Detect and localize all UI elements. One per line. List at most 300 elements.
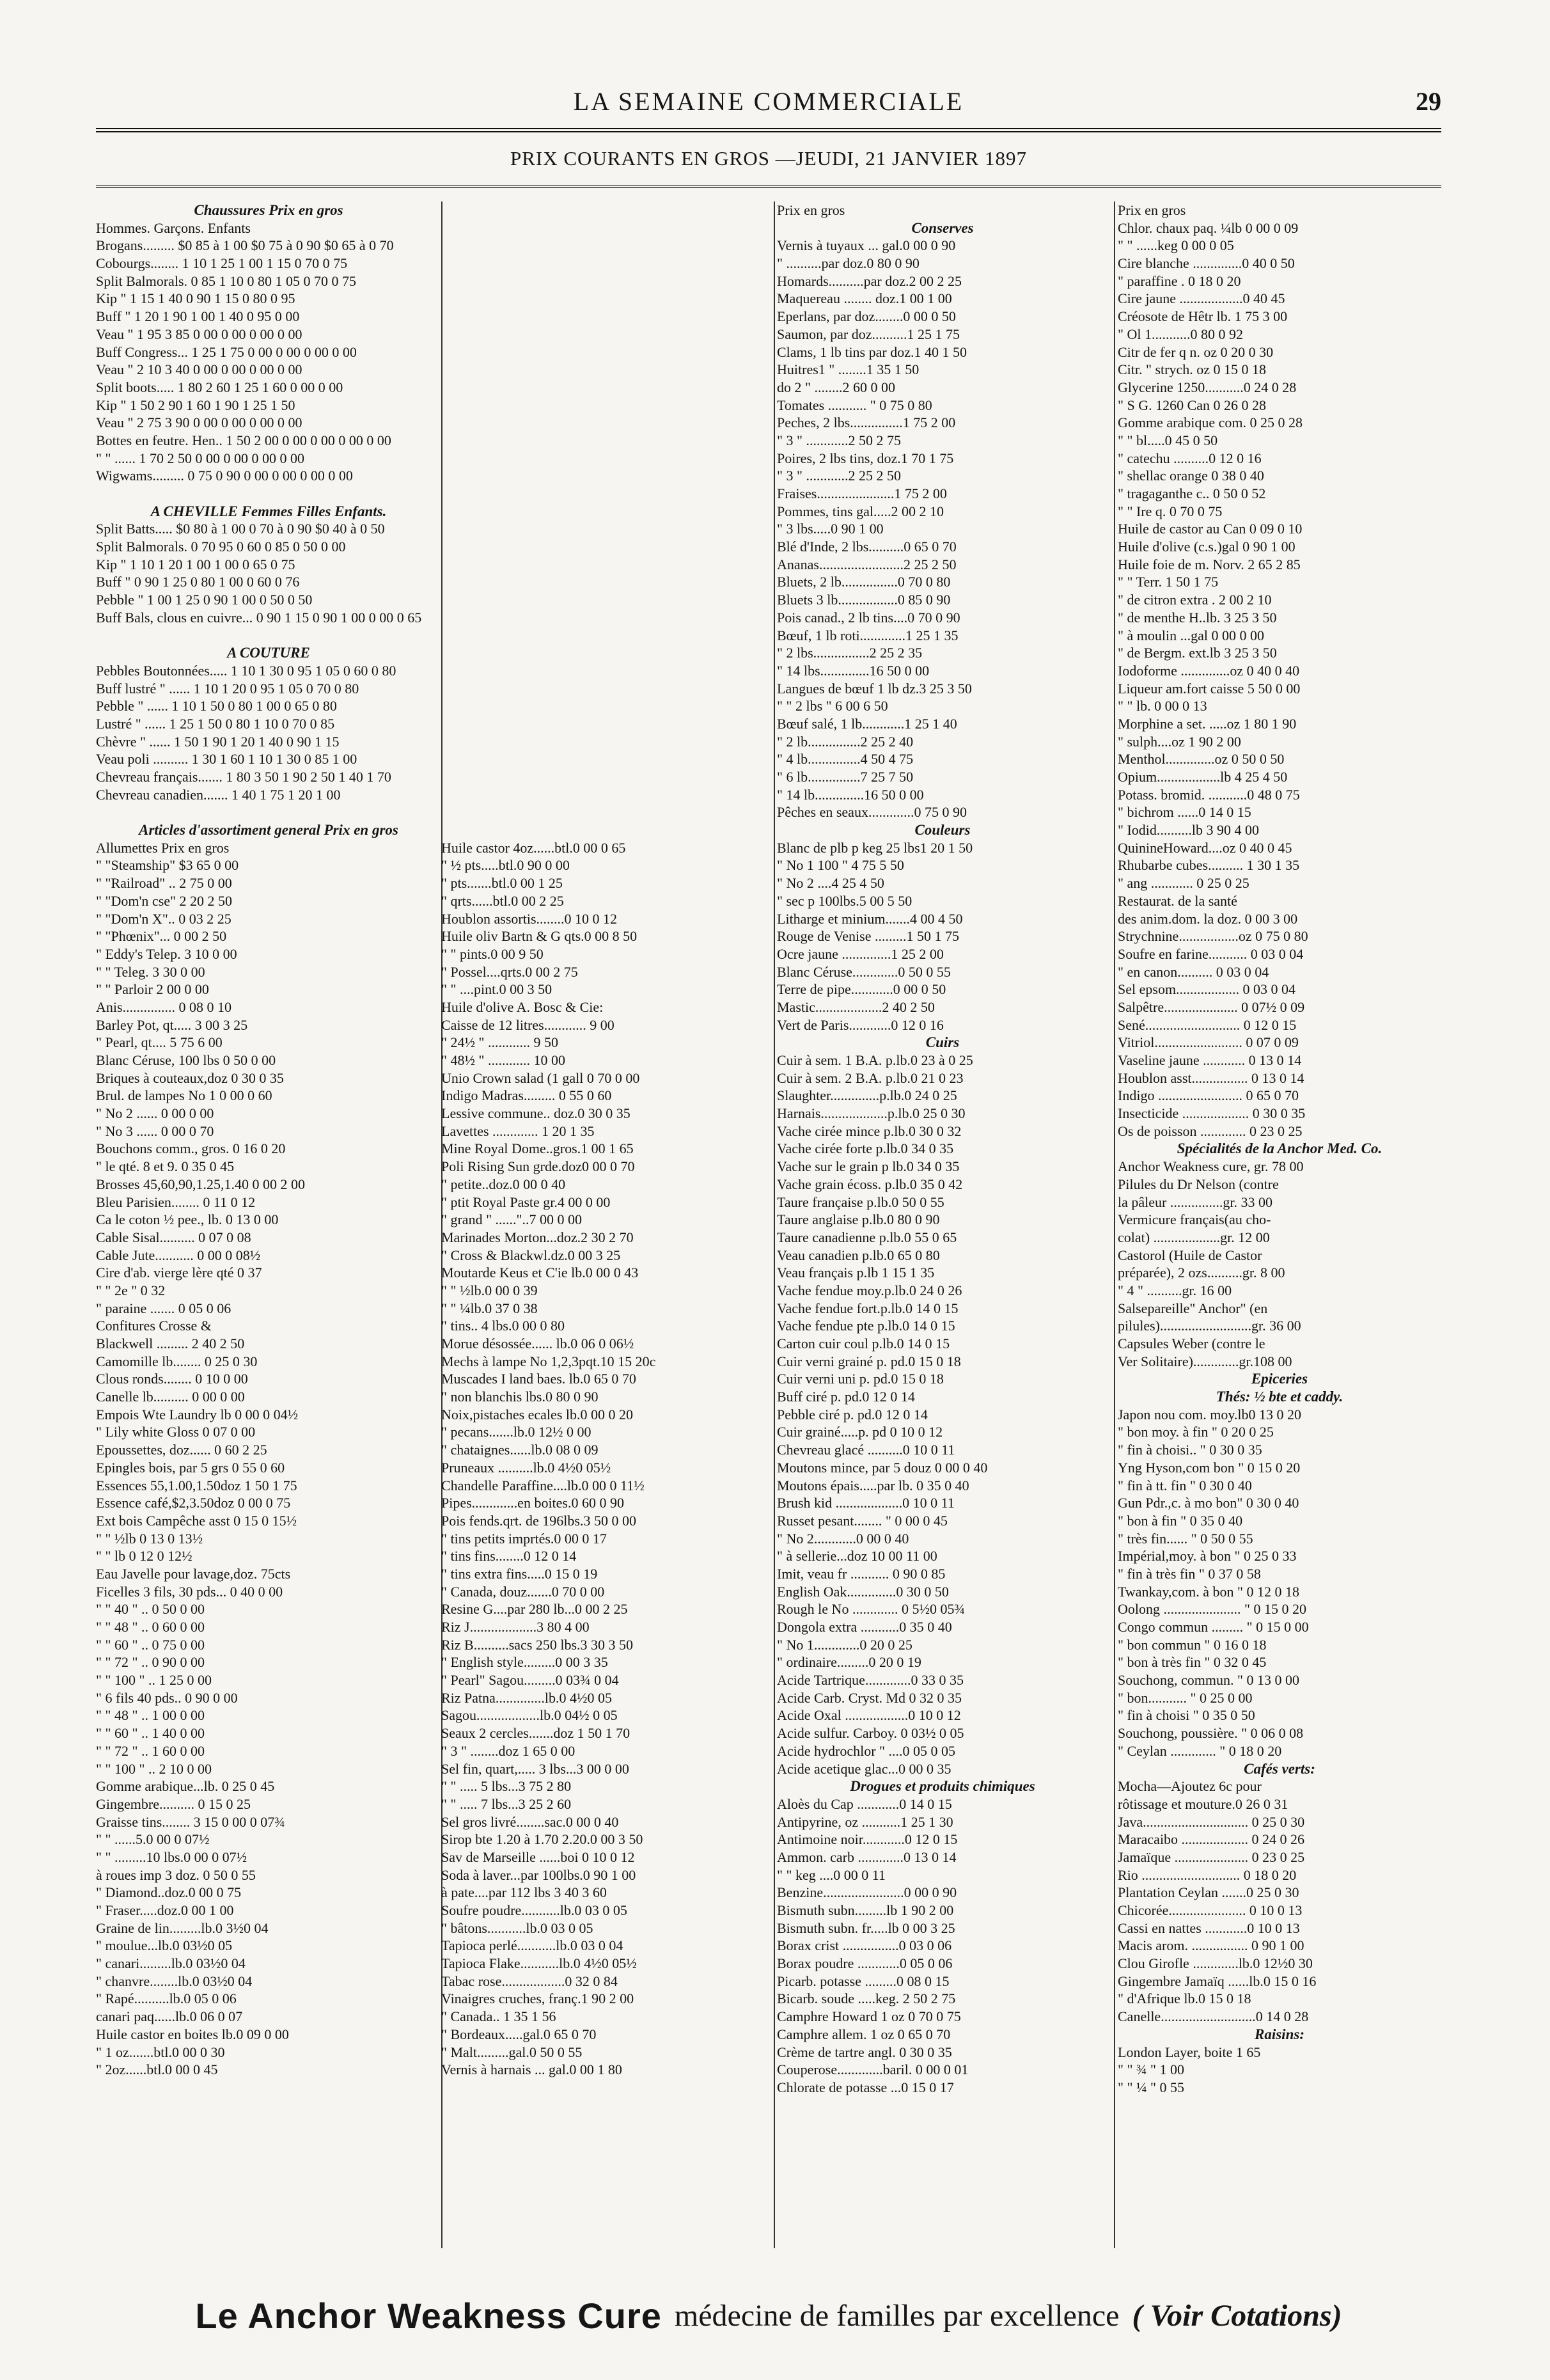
price-line: Gingembre.......... 0 15 0 25 [96, 1795, 251, 1812]
price-line: Ver Solitaire).............gr.108 00 [1118, 1353, 1292, 1369]
price-line [441, 591, 766, 609]
price-line [441, 219, 766, 237]
price-line: Rough le No ............. 0 5½0 05¾ [777, 1601, 965, 1618]
price-line: Acide sulfur. Carboy. 0 03½ 0 05 [777, 1725, 964, 1742]
price-line: la pâleur ...............gr. 33 00 [1118, 1194, 1272, 1210]
price-line: " de menthe H..lb. 3 25 3 50 [1118, 609, 1277, 626]
price-line: Mine Royal Dome..gros.1 00 1 65 [441, 1140, 634, 1157]
price-line: Graisse tins........ 3 15 0 00 0 07¾ [96, 1813, 285, 1830]
price-line: Bismuth subn.........lb 1 90 2 00 [777, 1902, 954, 1918]
price-line: Moutons mince, par 5 douz 0 00 0 40 [777, 1459, 988, 1476]
price-line: " Rapé..........lb.0 05 0 06 [96, 1990, 237, 2007]
price-line: Antipyrine, oz ...........1 25 1 30 [777, 1813, 953, 1830]
price-line: Prix en gros [1118, 202, 1186, 218]
price-line: rôtissage et mouture.0 26 0 31 [1118, 1795, 1288, 1812]
price-line: Glycerine 1250...........0 24 0 28 [1118, 379, 1297, 395]
price-line: Acide hydrochlor " ....0 05 0 05 [777, 1742, 956, 1759]
price-line: Houblon asst................ 0 13 0 14 [1118, 1069, 1304, 1086]
price-line: " 14 lb..............16 50 0 00 [777, 786, 924, 803]
price-line: Twankay,com. à bon " 0 12 0 18 [1118, 1583, 1300, 1600]
price-line: Cuir grainé.....p. pd 0 10 0 12 [777, 1424, 943, 1440]
price-line: Aloès du Cap ............0 14 0 15 [777, 1795, 952, 1812]
price-line [441, 414, 766, 432]
price-line: Rouge de Venise .........1 50 1 75 [777, 928, 959, 945]
price-line: " No 2 ...... 0 00 0 00 [96, 1105, 214, 1122]
price-line: " 6 lb...............7 25 7 50 [777, 769, 914, 785]
price-line: Mastic...................2 40 2 50 [777, 998, 935, 1015]
price-line [96, 485, 441, 503]
price-line [441, 450, 766, 468]
price-line: " 3 lbs.....0 90 1 00 [777, 521, 884, 537]
price-line: Pommes, tins gal.....2 00 2 10 [777, 503, 944, 519]
price-line: Pruneaux ..........lb.0 4½0 05½ [441, 1459, 611, 1476]
price-line: Gomme arabique...lb. 0 25 0 45 [96, 1778, 275, 1795]
price-line [441, 290, 766, 308]
price-line: Eau Javelle pour lavage,doz. 75cts [96, 1565, 291, 1582]
price-line [441, 520, 766, 538]
price-line: Bouchons comm., gros. 0 16 0 20 [96, 1140, 286, 1157]
page-number: 29 [1416, 87, 1441, 116]
price-line: Pebble " 1 00 1 25 0 90 1 00 0 50 0 50 [96, 592, 313, 608]
price-line [441, 379, 766, 397]
price-line: Fraises......................1 75 2 00 [777, 485, 947, 501]
price-line: Split Balmorals. 0 70 95 0 60 0 85 0 50 0 00 [96, 539, 346, 555]
price-line: " de Bergm. ext.lb 3 25 3 50 [1118, 645, 1277, 661]
price-line: " "Dom'n cse" 2 20 2 50 [96, 892, 232, 909]
price-line: Huile oliv Bartn & G qts.0 00 8 50 [441, 928, 638, 945]
price-line: Split Balmorals. 0 85 1 10 0 80 1 05 0 70 0 75 [96, 272, 356, 289]
price-line: Veau français p.lb 1 15 1 35 [777, 1265, 935, 1281]
price-line: " No 3 ...... 0 00 0 70 [96, 1123, 214, 1139]
price-line [441, 361, 766, 379]
price-line: Acide Carb. Cryst. Md 0 32 0 35 [777, 1689, 962, 1706]
price-line: " ½ pts.....btl.0 90 0 00 [441, 857, 570, 874]
price-line: " " 2 lbs " 6 00 6 50 [777, 698, 888, 714]
price-line: Sel fin, quart,..... 3 lbs...3 00 0 00 [441, 1760, 629, 1777]
price-line: Soufre en farine........... 0 03 0 04 [1118, 945, 1304, 962]
price-line: Ficelles 3 fils, 30 pds... 0 40 0 00 [96, 1583, 283, 1600]
price-line: Bœuf salé, 1 lb............1 25 1 40 [777, 715, 957, 732]
price-line: Ext bois Campêche asst 0 15 0 15½ [96, 1512, 297, 1529]
price-line: Castorol (Huile de Castor [1118, 1247, 1262, 1263]
price-line: Picarb. potasse .........0 08 0 15 [777, 1973, 950, 1989]
price-line: Tapioca Flake...........lb.0 4½0 05½ [441, 1955, 637, 1972]
price-line [441, 733, 766, 751]
price-line [441, 237, 766, 255]
price-line: " 4 " ..........gr. 16 00 [1118, 1282, 1232, 1298]
price-line: Kip " 1 50 2 90 1 60 1 90 1 25 1 50 [96, 397, 295, 413]
price-line: " " Parloir 2 00 0 00 [96, 981, 209, 998]
price-line: " "Steamship" $3 65 0 00 [96, 857, 239, 874]
price-line: " petite..doz.0 00 0 40 [441, 1176, 566, 1192]
price-line: Lustré " ...... 1 25 1 50 0 80 1 10 0 70 0 85 [96, 715, 335, 732]
price-line: " Pearl, qt.... 5 75 6 00 [96, 1034, 223, 1051]
price-line [441, 768, 766, 786]
price-line: Capsules Weber (contre le [1118, 1336, 1265, 1352]
price-line: Cuir verni grainé p. pd.0 15 0 18 [777, 1353, 961, 1369]
price-line [441, 201, 766, 219]
price-line: Chlor. chaux paq. ¼lb 0 00 0 09 [1118, 219, 1299, 236]
price-line: Huile foie de m. Norv. 2 65 2 85 [1118, 556, 1301, 572]
price-line: Salpêtre..................... 0 07½ 0 09 [1118, 998, 1305, 1015]
price-line: " S G. 1260 Can 0 26 0 28 [1118, 397, 1267, 413]
price-line: Bœuf, 1 lb roti.............1 25 1 35 [777, 627, 959, 643]
price-line: Vache cirée forte p.lb.0 34 0 35 [777, 1140, 954, 1157]
price-line: " bon commun " 0 16 0 18 [1118, 1636, 1267, 1653]
price-line: " " Ire q. 0 70 0 75 [1118, 503, 1223, 519]
price-line: " " .........10 lbs.0 00 0 07½ [96, 1848, 247, 1865]
price-line: " No 1 100 " 4 75 5 50 [777, 857, 904, 874]
price-line: do 2 " ........2 60 0 00 [777, 379, 895, 395]
price-line [441, 662, 766, 680]
price-line: " Canada.. 1 35 1 56 [441, 2008, 556, 2025]
price-line: Buff ciré p. pd.0 12 0 14 [777, 1389, 915, 1405]
section-heading: A COUTURE [227, 645, 310, 661]
price-line: Vache sur le grain p lb.0 34 0 35 [777, 1158, 960, 1175]
price-line: Vert de Paris............0 12 0 16 [777, 1016, 944, 1033]
price-line: Rio ............................ 0 18 0 20 [1118, 1866, 1297, 1883]
price-line: Opium..................lb 4 25 4 50 [1118, 769, 1288, 785]
price-line: Benzine.......................0 00 0 90 [777, 1884, 957, 1901]
price-line: Saumon, par doz..........1 25 1 75 [777, 326, 960, 342]
price-line: Wigwams......... 0 75 0 90 0 00 0 00 0 00 0 00 [96, 468, 353, 484]
price-line: " No 1.............0 20 0 25 [777, 1636, 912, 1653]
price-line [441, 803, 766, 821]
price-line: Terre de pipe............0 00 0 50 [777, 981, 946, 998]
price-line: Eperlans, par doz........0 00 0 50 [777, 308, 956, 325]
price-line: " " 2e " 0 32 [96, 1282, 166, 1298]
price-line: " d'Afrique lb.0 15 0 18 [1118, 1990, 1251, 2007]
price-line [441, 680, 766, 698]
price-line: Iodoforme ..............oz 0 40 0 40 [1118, 662, 1300, 679]
section-heading: Thés: ½ bte et caddy. [1216, 1389, 1343, 1405]
price-line: Bismuth subn. fr.....lb 0 00 3 25 [777, 1919, 955, 1936]
price-line: Cuir à sem. 1 B.A. p.lb.0 23 à 0 25 [777, 1052, 973, 1068]
price-line: " " Terr. 1 50 1 75 [1118, 574, 1219, 590]
price-line: " " ......5.0 00 0 07½ [96, 1831, 210, 1848]
price-line: " bon à très fin " 0 32 0 45 [1118, 1654, 1267, 1671]
page-header [96, 80, 1441, 125]
price-line: Russet pesant........ " 0 00 0 45 [777, 1512, 948, 1529]
price-line [96, 803, 441, 821]
price-line: Bluets 3 lb.................0 85 0 90 [777, 592, 951, 608]
price-line: Maquereau ........ doz.1 00 1 00 [777, 290, 952, 307]
price-line: Buff Bals, clous en cuivre... 0 90 1 15 0 90 1 00 0 00 0 65 [96, 609, 422, 626]
price-line: Vache grain écoss. p.lb.0 35 0 42 [777, 1176, 963, 1192]
price-line: Borax poudre ............0 05 0 06 [777, 1955, 953, 1972]
price-line: Vache fendue pte p.lb.0 14 0 15 [777, 1318, 955, 1334]
price-line: Borax crist ................0 03 0 06 [777, 1937, 952, 1954]
price-line: " No 2 ....4 25 4 50 [777, 875, 884, 892]
price-line: " " lb 0 12 0 12½ [96, 1548, 192, 1564]
price-line: Souchong, commun. " 0 13 0 00 [1118, 1672, 1299, 1689]
price-line: Créosote de Hêtr lb. 1 75 3 00 [1118, 308, 1288, 325]
price-line: Moutarde Keus et C'ie lb.0 00 0 43 [441, 1265, 639, 1281]
price-line: Poires, 2 lbs tins, doz.1 70 1 75 [777, 450, 954, 466]
price-line: Cuir verni uni p. pd.0 15 0 18 [777, 1371, 944, 1387]
price-line: Gun Pdr.,c. à mo bon" 0 30 0 40 [1118, 1495, 1299, 1511]
price-line: Blanc Céruse, 100 lbs 0 50 0 00 [96, 1052, 276, 1068]
section-heading: Articles d'assortiment general Prix en gros [139, 822, 398, 839]
price-line: Huile d'olive A. Bosc & Cie: [441, 998, 604, 1015]
price-line: Slaughter..............p.lb.0 24 0 25 [777, 1087, 957, 1104]
price-line: Gingembre Jamaïq ......lb.0 15 0 16 [1118, 1973, 1317, 1989]
price-line: Canelle...........................0 14 0 28 [1118, 2008, 1309, 2025]
price-line: Bicarb. soude .....keg. 2 50 2 75 [777, 1990, 956, 2007]
price-line: Cuir à sem. 2 B.A. p.lb.0 21 0 23 [777, 1069, 964, 1086]
price-line: " Canada, douz.......0 70 0 00 [441, 1583, 605, 1600]
price-line: " " ..... 7 lbs...3 25 2 60 [441, 1795, 572, 1812]
price-line [441, 573, 766, 591]
price-line: Bleu Parisien........ 0 11 0 12 [96, 1194, 256, 1210]
price-line: Vermicure français(au cho- [1118, 1211, 1271, 1228]
price-line: Vernis à tuyaux ... gal.0 00 0 90 [777, 237, 956, 254]
price-line: Sagou..................lb.0 04½ 0 05 [441, 1707, 618, 1724]
price-line: Veau " 2 10 3 40 0 00 0 00 0 00 0 00 [96, 361, 302, 378]
price-line: " "Railroad" .. 2 75 0 00 [96, 875, 232, 892]
price-line: Cire d'ab. vierge lère qté 0 37 [96, 1265, 262, 1281]
price-line: Vernis à harnais ... gal.0 00 1 80 [441, 2061, 622, 2078]
price-line: Ananas........................2 25 2 50 [777, 556, 957, 572]
price-line: Jamaïque ..................... 0 23 0 25 [1118, 1848, 1305, 1865]
section-heading: Chaussures Prix en gros [194, 202, 343, 218]
section-heading: A CHEVILLE Femmes Filles Enfants. [150, 503, 387, 519]
price-line: Java.............................. 0 25 0 30 [1118, 1813, 1305, 1830]
price-line: Blackwell ......... 2 40 2 50 [96, 1336, 245, 1352]
price-line: " bon à fin " 0 35 0 40 [1118, 1512, 1243, 1529]
price-line: " " pints.0 00 9 50 [441, 945, 544, 962]
price-line: Langues de bœuf 1 lb dz.3 25 3 50 [777, 680, 972, 697]
price-line: Buff " 1 20 1 90 1 00 1 40 0 95 0 00 [96, 308, 300, 325]
price-line: QuinineHoward....oz 0 40 0 45 [1118, 839, 1292, 856]
price-line: Essences 55,1.00,1.50doz 1 50 1 75 [96, 1477, 297, 1493]
price-line: à roues imp 3 doz. 0 50 0 55 [96, 1866, 256, 1883]
price-line: Chevreau canadien....... 1 40 1 75 1 20 1 00 [96, 786, 341, 803]
price-line: Acide Oxal ..................0 10 0 12 [777, 1707, 961, 1724]
price-line: Essence café,$2,3.50doz 0 00 0 75 [96, 1495, 291, 1511]
price-line: Seaux 2 cercles.......doz 1 50 1 70 [441, 1725, 630, 1742]
price-line: " shellac orange 0 38 0 40 [1118, 468, 1264, 484]
price-line: Morue désossée...... lb.0 06 0 06½ [441, 1336, 634, 1352]
price-line [441, 255, 766, 272]
price-line: Ocre jaune ..............1 25 2 00 [777, 945, 944, 962]
price-line: Veau poli .......... 1 30 1 60 1 10 1 30 0 85 1 00 [96, 751, 357, 768]
price-line: Oolong ...................... " 0 15 0 20 [1118, 1601, 1306, 1618]
price-line: " Pearl" Sagou.........0 03¾ 0 04 [441, 1672, 619, 1689]
price-line: Blanc Céruse.............0 50 0 55 [777, 963, 951, 980]
price-line: Salsepareille" Anchor" (en [1118, 1300, 1268, 1316]
masthead: LA SEMAINE COMMERCIALE [573, 87, 964, 116]
price-line: Pebbles Boutonnées..... 1 10 1 30 0 95 1 05 0 60 0 80 [96, 662, 396, 679]
price-line: " sulph....oz 1 90 2 00 [1118, 733, 1241, 750]
column-3 [777, 201, 1108, 2248]
price-line: Tapioca perlé...........lb.0 03 0 04 [441, 1937, 623, 1954]
price-line: Macis arom. ................ 0 90 1 00 [1118, 1937, 1304, 1954]
section-heading: Conserves [911, 219, 974, 236]
price-line: Marinades Morton...doz.2 30 2 70 [441, 1229, 634, 1245]
price-line: " fin à choisi.. " 0 30 0 35 [1118, 1442, 1262, 1458]
price-line: " " lb. 0 00 0 13 [1118, 698, 1207, 714]
price-line: " pecans.......lb.0 12½ 0 00 [441, 1424, 591, 1440]
price-line [441, 485, 766, 503]
price-line: Veau " 2 75 3 90 0 00 0 00 0 00 0 00 [96, 414, 302, 431]
price-line: " 24½ " ............ 9 50 [441, 1034, 558, 1051]
price-line: Vaseline jaune ............ 0 13 0 14 [1118, 1052, 1302, 1068]
price-line: English Oak..............0 30 0 50 [777, 1583, 949, 1600]
price-line: " paraffine . 0 18 0 20 [1118, 272, 1241, 289]
price-line: " paraine ....... 0 05 0 06 [96, 1300, 231, 1316]
price-line: " catechu ..........0 12 0 16 [1118, 450, 1262, 466]
price-line: " 6 fils 40 pds.. 0 90 0 00 [96, 1689, 238, 1706]
price-line: " chataignes......lb.0 08 0 09 [441, 1442, 599, 1458]
price-line [441, 715, 766, 733]
price-line: Graine de lin.........lb.0 3½0 04 [96, 1919, 269, 1936]
price-line: " 2 lbs................2 25 2 35 [777, 645, 923, 661]
price-line [441, 627, 766, 645]
price-line: " Ceylan ............. " 0 18 0 20 [1118, 1742, 1282, 1759]
price-line [96, 627, 441, 645]
price-line: " tins.. 4 lbs.0 00 0 80 [441, 1318, 565, 1334]
price-line: Carton cuir coul p.lb.0 14 0 15 [777, 1336, 950, 1352]
advert-brand: Le Anchor Weakness Cure [195, 2295, 662, 2336]
price-line: Potass. bromid. ...........0 48 0 75 [1118, 786, 1300, 803]
price-line: " Iodid..........lb 3 90 4 00 [1118, 822, 1260, 839]
price-line: Chèvre " ...... 1 50 1 90 1 20 1 40 0 90 1 15 [96, 733, 340, 750]
price-line: Couperose.............baril. 0 00 0 01 [777, 2061, 969, 2078]
header-rule [96, 128, 1441, 132]
price-line: Soufre poudre...........lb.0 03 0 05 [441, 1902, 627, 1918]
price-line: Chevreau glacé ..........0 10 0 11 [777, 1442, 955, 1458]
price-line: Pois canad., 2 lb tins....0 70 0 90 [777, 609, 960, 626]
price-line: Acide acetique glac...0 00 0 35 [777, 1760, 951, 1777]
section-heading: Couleurs [914, 822, 971, 839]
price-line: Bottes en feutre. Hen.. 1 50 2 00 0 00 0 00 0 00 0 00 [96, 432, 391, 448]
price-line: " non blanchis lbs.0 80 0 90 [441, 1389, 599, 1405]
price-line: " " 100 " .. 1 25 0 00 [96, 1672, 212, 1689]
price-line: Soda à laver...par 100lbs.0 90 1 00 [441, 1866, 636, 1883]
column-divider [1114, 201, 1115, 2248]
price-line: " Fraser.....doz.0 00 1 00 [96, 1902, 234, 1918]
price-line: " pts.......btl.0 00 1 25 [441, 875, 563, 892]
price-line: " ptit Royal Paste gr.4 00 0 00 [441, 1194, 611, 1210]
price-line: " Possel....qrts.0 00 2 75 [441, 963, 578, 980]
price-line: " " 100 " .. 2 10 0 00 [96, 1760, 212, 1777]
price-line: Buff Congress... 1 25 1 75 0 00 0 00 0 00 0 00 [96, 343, 357, 360]
price-line: Noix,pistaches ecales lb.0 00 0 20 [441, 1406, 633, 1422]
price-line: " fin à très fin " 0 37 0 58 [1118, 1565, 1261, 1582]
price-line: " " 72 " .. 1 60 0 00 [96, 1742, 205, 1759]
price-line: " 3 " ............2 50 2 75 [777, 432, 901, 448]
price-line: " tins fins........0 12 0 14 [441, 1548, 577, 1564]
price-line [441, 538, 766, 556]
price-line: Veau " 1 95 3 85 0 00 0 00 0 00 0 00 [96, 326, 302, 342]
price-line: " " ¼lb.0 37 0 38 [441, 1300, 538, 1316]
price-line: " bichrom ......0 14 0 15 [1118, 804, 1251, 821]
price-line: Split Batts..... $0 80 à 1 00 0 70 à 0 90 $0 40 à 0 50 [96, 521, 385, 537]
price-line: Sené........................... 0 12 0 15 [1118, 1016, 1297, 1033]
section-heading: Cafés verts: [1244, 1760, 1315, 1777]
price-line: " " 48 " .. 1 00 0 00 [96, 1707, 205, 1724]
column-2 [441, 201, 766, 2248]
price-line: Caisse de 12 litres............ 9 00 [441, 1016, 615, 1033]
price-line [441, 432, 766, 450]
price-line: " 2oz......btl.0 00 0 45 [96, 2061, 218, 2078]
price-line: " moulue...lb.0 03½0 05 [96, 1937, 233, 1954]
price-line: Buff lustré " ...... 1 10 1 20 0 95 1 05 0 70 0 80 [96, 680, 359, 697]
price-line: " Cross & Blackwl.dz.0 00 3 25 [441, 1247, 621, 1263]
price-line: " de citron extra . 2 00 2 10 [1118, 592, 1272, 608]
price-line: Vache fendue moy.p.lb.0 24 0 26 [777, 1282, 962, 1298]
price-line: Impérial,moy. à bon " 0 25 0 33 [1118, 1548, 1297, 1564]
price-line: Pilules du Dr Nelson (contre [1118, 1176, 1279, 1192]
price-line [441, 644, 766, 662]
price-line: pilules)..........................gr. 36 00 [1118, 1318, 1301, 1334]
price-line: Chlorate de potasse ...0 15 0 17 [777, 2079, 954, 2095]
price-line: Chandelle Paraffine....lb.0 00 0 11½ [441, 1477, 645, 1493]
price-line: " sec p 100lbs.5 00 5 50 [777, 892, 912, 909]
price-line: Briques à couteaux,doz 0 30 0 35 [96, 1069, 284, 1086]
price-line: " " ..... 5 lbs...3 75 2 80 [441, 1778, 572, 1795]
price-line: " Ol 1...........0 80 0 92 [1118, 326, 1243, 342]
price-line: " à moulin ...gal 0 00 0 00 [1118, 627, 1264, 643]
price-line: " très fin...... " 0 50 0 55 [1118, 1530, 1253, 1547]
price-line: " 3 " ........doz 1 65 0 00 [441, 1742, 575, 1759]
column-1 [96, 201, 441, 2248]
price-line: Bluets, 2 lb................0 70 0 80 [777, 574, 951, 590]
price-line: Cire jaune ..................0 40 45 [1118, 290, 1285, 307]
price-line: Gomme arabique com. 0 25 0 28 [1118, 414, 1303, 431]
price-line: Allumettes Prix en gros [96, 839, 230, 856]
price-line: Blé d'Inde, 2 lbs..........0 65 0 70 [777, 539, 957, 555]
price-line: colat) ...................gr. 12 00 [1118, 1229, 1270, 1245]
price-line: Riz J...................3 80 4 00 [441, 1619, 590, 1635]
price-line: Muscades I land baes. lb.0 65 0 70 [441, 1371, 636, 1387]
price-line: Canelle lb.......... 0 00 0 00 [96, 1389, 245, 1405]
price-line [441, 503, 766, 521]
section-heading: Drogues et produits chimiques [850, 1778, 1035, 1795]
price-line: Insecticide ................... 0 30 0 35 [1118, 1105, 1306, 1122]
price-line: Souchong, poussière. " 0 06 0 08 [1118, 1725, 1304, 1742]
price-line: Prix en gros [777, 202, 845, 218]
price-line: " Malt.........gal.0 50 0 55 [441, 2044, 583, 2060]
price-line: Huile d'olive (c.s.)gal 0 90 1 00 [1118, 539, 1296, 555]
price-line: " " 40 " .. 0 50 0 00 [96, 1601, 205, 1618]
price-line: Sel gros livré........sac.0 00 0 40 [441, 1813, 619, 1830]
price-line: Huile castor en boites lb.0 09 0 00 [96, 2026, 289, 2042]
section-heading: Spécialités de la Anchor Med. Co. [1177, 1140, 1382, 1157]
price-line: " fin à choisi " 0 35 0 50 [1118, 1707, 1255, 1724]
price-line: Kip " 1 10 1 20 1 00 1 00 0 65 0 75 [96, 556, 295, 572]
price-line: Huile de castor au Can 0 09 0 10 [1118, 521, 1303, 537]
price-line: Sav de Marseille ......boi 0 10 0 12 [441, 1848, 635, 1865]
price-line: " grand " ......"..7 00 0 00 [441, 1211, 583, 1228]
price-line: " à sellerie...doz 10 00 11 00 [777, 1548, 937, 1564]
price-line [441, 467, 766, 485]
price-line: Ca le coton ½ pee., lb. 0 13 0 00 [96, 1211, 279, 1228]
section-heading: Cuirs [925, 1034, 960, 1051]
footer-advertisement [96, 2283, 1441, 2347]
price-line: " Lily white Gloss 0 07 0 00 [96, 1424, 256, 1440]
price-line: " ang ............ 0 25 0 25 [1118, 875, 1249, 892]
price-line: " No 2............0 00 0 40 [777, 1530, 909, 1547]
price-line: " en canon.......... 0 03 0 04 [1118, 963, 1269, 980]
price-line: Litharge et minium.......4 00 4 50 [777, 910, 963, 927]
price-line [441, 821, 766, 839]
price-line: " "Phœnix"... 0 00 2 50 [96, 928, 227, 945]
price-line: Cassi en nattes ............0 10 0 13 [1118, 1919, 1300, 1936]
price-line: Chevreau français....... 1 80 3 50 1 90 2 50 1 40 1 70 [96, 769, 391, 785]
price-line: " bon........... " 0 25 0 00 [1118, 1689, 1253, 1706]
